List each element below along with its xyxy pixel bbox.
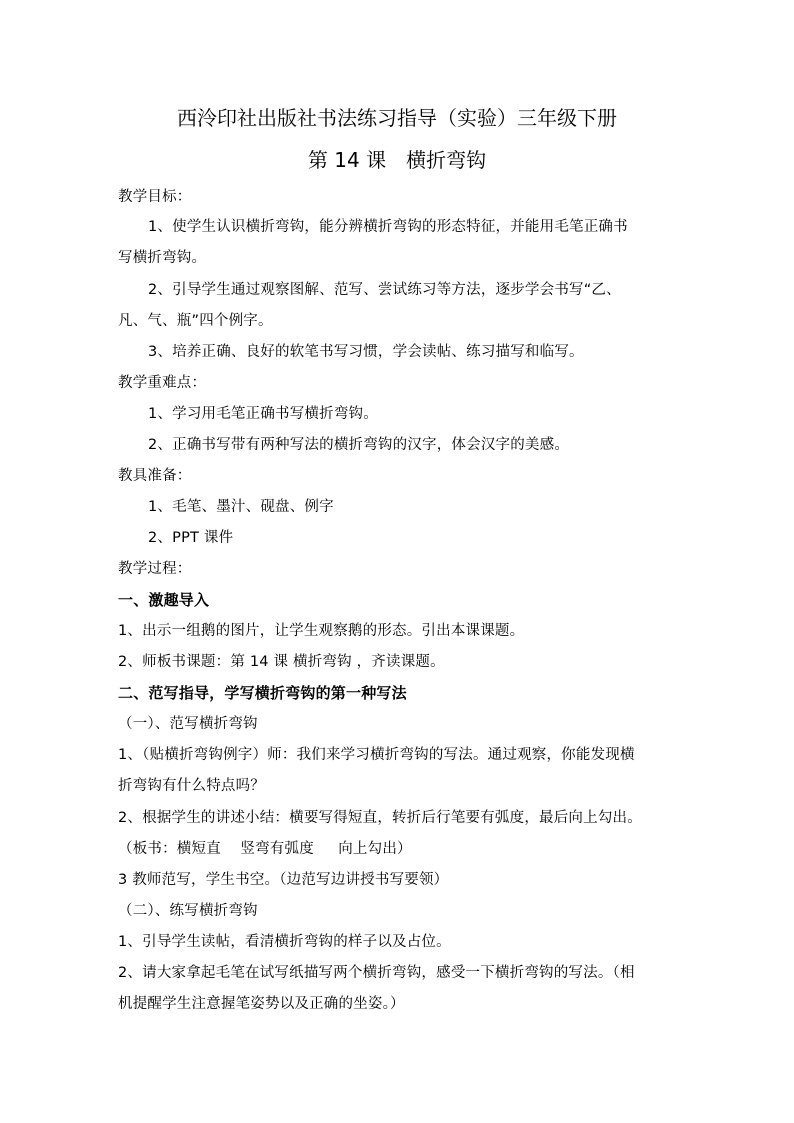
key-points-heading: 教学重难点： xyxy=(118,375,207,391)
subsection-2-item-2-line-2: 机提醒学生注意握笔姿势以及正确的坐姿。） xyxy=(118,996,405,1012)
subsection-1-item-1-line-1: 1、（贴横折弯钩例字）师：我们来学习横折弯钩的写法。通过观察，你能发现横 xyxy=(118,747,635,763)
objective-3: 3、培养正确、良好的软笔书写习惯，学会读帖、练习描写和临写。 xyxy=(148,344,584,360)
materials-heading: 教具准备： xyxy=(118,468,192,484)
subsection-1-item-3: 3 教师范写，学生书空。（边范写边讲授书写要领） xyxy=(118,872,449,888)
section-1-item-1: 1、出示一组鹅的图片，让学生观察鹅的形态。引出本课课题。 xyxy=(118,623,525,639)
material-1: 1、毛笔、墨汁、砚盘、例字 xyxy=(148,499,334,515)
objective-1-line-1: 1、使学生认识横折弯钩，能分辨横折弯钩的形态特征，并能用毛笔正确书 xyxy=(148,219,628,235)
key-point-1: 1、学习用毛笔正确书写横折弯钩。 xyxy=(148,406,378,422)
subsection-2-title: （二）、练写横折弯钩 xyxy=(118,903,258,919)
material-2: 2、PPT 课件 xyxy=(148,530,234,546)
objective-1-line-2: 写横折弯钩。 xyxy=(118,250,207,266)
subsection-1-board-note: （板书：横短直 竖弯有弧度 向上勾出） xyxy=(118,841,412,857)
document-title: 西泠印社出版社书法练习指导（实验）三年级下册 xyxy=(177,106,617,130)
lesson-title: 第 14 课 横折弯钩 xyxy=(307,148,487,172)
subsection-1-title: （一）、范写横折弯钩 xyxy=(118,716,258,732)
subsection-1-item-2: 2、根据学生的讲述小结：横要写得短直，转折后行笔要有弧度，最后向上勾出。 xyxy=(118,810,642,826)
key-point-2: 2、正确书写带有两种写法的横折弯钩的汉字，体会汉字的美感。 xyxy=(148,437,570,453)
section-1-item-2: 2、师板书课题：第 14 课 横折弯钩 ，齐读课题。 xyxy=(118,654,445,670)
section-1-title: 一、激趣导入 xyxy=(118,591,210,609)
subsection-2-item-1: 1、引导学生读帖，看清横折弯钩的样子以及占位。 xyxy=(118,934,451,950)
subsection-1-item-1-line-2: 折弯钩有什么特点吗？ xyxy=(118,778,265,794)
objectives-heading: 教学目标： xyxy=(118,189,192,205)
objective-2-line-2: 凡、气、瓶”四个例字。 xyxy=(118,313,273,329)
objective-2-line-1: 2、引导学生通过观察图解、范写、尝试练习等方法，逐步学会书写“乙、 xyxy=(148,282,621,298)
section-2-title: 二、范写指导，学写横折弯钩的第一种写法 xyxy=(118,684,407,702)
subsection-2-item-2-line-1: 2、请大家拿起毛笔在试写纸描写两个横折弯钩，感受一下横折弯钩的写法。（相 xyxy=(118,965,635,981)
process-heading: 教学过程： xyxy=(118,561,192,577)
